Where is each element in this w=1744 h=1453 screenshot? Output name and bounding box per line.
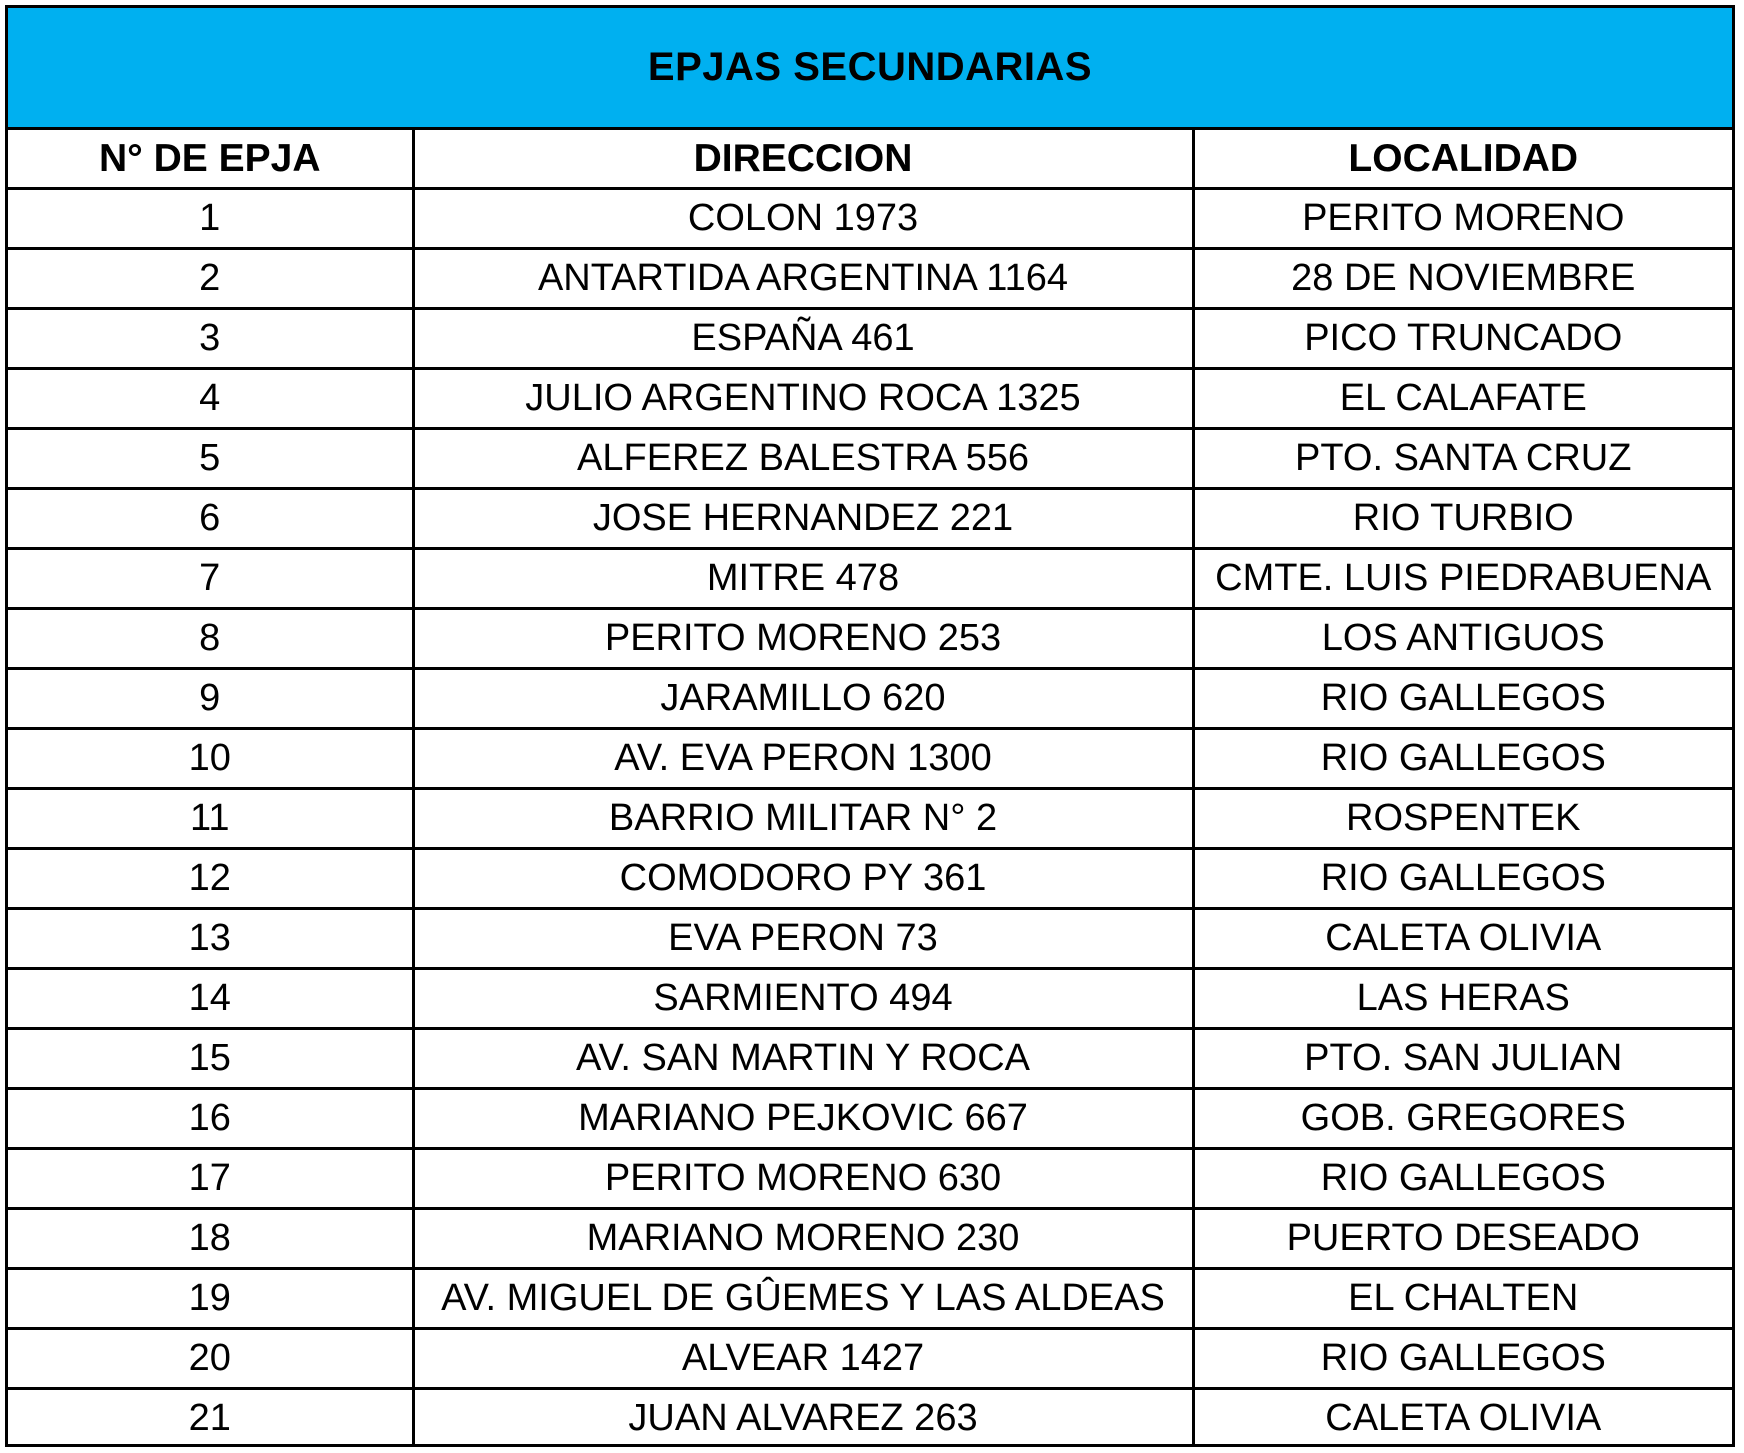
table-row [8,489,1732,549]
cell-direccion: AV. MIGUEL DE GÛEMES Y LAS ALDEAS [413,1269,1193,1329]
cell-localidad: LAS HERAS [1193,969,1732,1029]
cell-numero: 4 [8,369,413,429]
table-row [8,909,1732,969]
cell-direccion: JOSE HERNANDEZ 221 [413,489,1193,549]
cell-numero: 16 [8,1089,413,1149]
cell-numero: 10 [8,729,413,789]
cell-direccion: AV. EVA PERON 1300 [413,729,1193,789]
table-row [8,969,1732,1029]
cell-numero: 18 [8,1209,413,1269]
cell-numero: 9 [8,669,413,729]
header-row [8,130,1732,189]
table-row [8,609,1732,669]
cell-localidad: CALETA OLIVIA [1193,1389,1732,1448]
cell-localidad: LOS ANTIGUOS [1193,609,1732,669]
cell-localidad: PICO TRUNCADO [1193,309,1732,369]
cell-direccion: EVA PERON 73 [413,909,1193,969]
table-row [8,249,1732,309]
cell-direccion: COLON 1973 [413,189,1193,249]
epjas-table [8,130,1732,1447]
cell-numero: 14 [8,969,413,1029]
table-row [8,1209,1732,1269]
cell-localidad: ROSPENTEK [1193,789,1732,849]
cell-numero: 15 [8,1029,413,1089]
table-row [8,1269,1732,1329]
cell-numero: 21 [188,1397,231,1439]
cell-numero: 13 [8,909,413,969]
cell-numero: 8 [8,609,413,669]
column-header-direccion: DIRECCION [413,130,1193,189]
column-header-numero: N° DE EPJA [8,130,413,189]
table-row [8,1149,1732,1209]
cell-localidad: GOB. GREGORES [1193,1089,1732,1149]
table-row [8,1029,1732,1089]
cell-localidad: PERITO MORENO [1193,189,1732,249]
cell-localidad: RIO GALLEGOS [1193,729,1732,789]
cell-localidad: CMTE. LUIS PIEDRABUENA [1193,549,1732,609]
table-row [8,849,1732,909]
table-body [8,189,1732,1448]
cell-direccion: ESPAÑA 461 [413,309,1193,369]
cell-numero: 12 [8,849,413,909]
cell-numero: 1 [8,189,413,249]
cell-numero: 11 [8,789,413,849]
cell-localidad: RIO GALLEGOS [1193,1149,1732,1209]
cell-numero: 20 [8,1329,413,1389]
cell-direccion: PERITO MORENO 253 [413,609,1193,669]
cell-localidad: RIO GALLEGOS [1193,849,1732,909]
epjas-table-sheet [5,5,1735,1447]
cell-localidad: RIO TURBIO [1193,489,1732,549]
table-row [8,189,1732,249]
cell-direccion: MARIANO MORENO 230 [413,1209,1193,1269]
cell-localidad: RIO GALLEGOS [1193,1329,1732,1389]
cell-direccion: ALVEAR 1427 [413,1329,1193,1389]
cell-localidad: PUERTO DESEADO [1193,1209,1732,1269]
cell-localidad: PTO. SAN JULIAN [1193,1029,1732,1089]
table-row [8,549,1732,609]
cell-direccion: ALFEREZ BALESTRA 556 [413,429,1193,489]
cell-localidad: RIO GALLEGOS [1193,669,1732,729]
table-row [8,789,1732,849]
cell-numero: 6 [8,489,413,549]
table-row [8,1089,1732,1149]
cell-direccion: AV. SAN MARTIN Y ROCA [413,1029,1193,1089]
cell-direccion: ANTARTIDA ARGENTINA 1164 [413,249,1193,309]
cell-direccion: PERITO MORENO 630 [413,1149,1193,1209]
cell-numero: 3 [8,309,413,369]
table-title: EPJAS SECUNDARIAS [8,8,1732,130]
cell-direccion: JUAN ALVAREZ 263 [413,1389,1193,1448]
cell-direccion: MITRE 478 [413,549,1193,609]
table-row [8,669,1732,729]
cell-numero: 17 [8,1149,413,1209]
table-row [8,729,1732,789]
cell-direccion: MARIANO PEJKOVIC 667 [413,1089,1193,1149]
table-row [8,1329,1732,1389]
cell-localidad: PTO. SANTA CRUZ [1193,429,1732,489]
cell-numero: 2 [8,249,413,309]
cell-direccion: COMODORO PY 361 [413,849,1193,909]
cell-localidad: 28 DE NOVIEMBRE [1193,249,1732,309]
cell-numero: 19 [8,1269,413,1329]
cell-direccion: SARMIENTO 494 [413,969,1193,1029]
table-row [8,429,1732,489]
cell-direccion: JARAMILLO 620 [413,669,1193,729]
cell-direccion: JULIO ARGENTINO ROCA 1325 [413,369,1193,429]
table-row [8,1389,1732,1448]
cell-numero: 7 [8,549,413,609]
cell-localidad: CALETA OLIVIA [1193,909,1732,969]
table-row [8,369,1732,429]
cell-numero: 5 [8,429,413,489]
cell-localidad: EL CHALTEN [1193,1269,1732,1329]
cell-direccion: BARRIO MILITAR N° 2 [413,789,1193,849]
column-header-localidad: LOCALIDAD [1193,130,1732,189]
table-row [8,309,1732,369]
cell-localidad: EL CALAFATE [1193,369,1732,429]
